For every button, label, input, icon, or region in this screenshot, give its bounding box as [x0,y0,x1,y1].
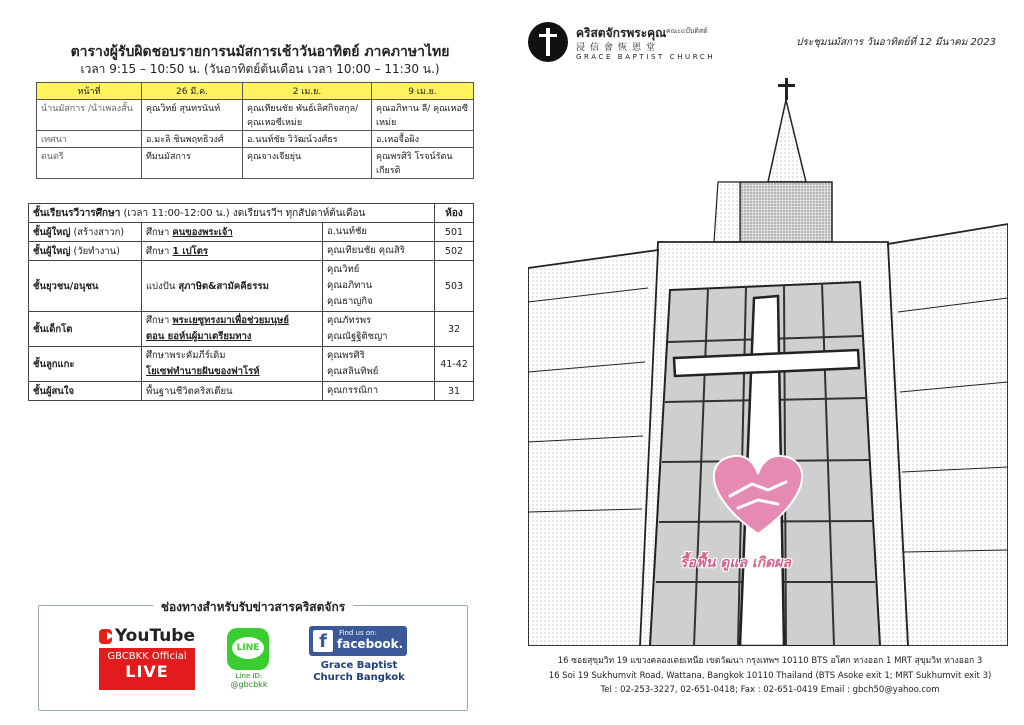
class-teacher: คุณสลินทิพย์ [327,366,379,377]
class-row [29,242,474,261]
line-id-label: Line ID: [235,672,263,680]
address-thai: 16 ซอยสุขุมวิท 19 แขวงคลองเตยเหนือ เขตวัฒนา กรุงเทพฯ 10110 BTS อโศก ทางออก 1 MRT สุขุมวิท ทางออก 3 [557,656,983,666]
address-block [530,654,1010,698]
class-group [29,223,142,242]
class-group [29,242,142,261]
facebook-page-line2: Church Bangkok [313,672,405,683]
class-topic-prefix: ศึกษา [146,245,173,257]
class-group-sub: (วัยทำงาน) [70,245,120,257]
roster-cell: คุณจางเจียยุ่น [243,148,372,179]
class-teacher: คุณอภิทาน [327,280,373,291]
facebook-icon: f [313,630,333,652]
class-teachers [323,312,435,347]
line-logo-text: LINE [232,637,264,659]
roster-cell: คุณอภิทาน ลี/ คุณเหอซีเหม่ย [372,100,474,131]
class-topic-prefix: พื้นฐานชีวิตคริสเตียน [146,385,233,397]
class-group [29,347,142,382]
roster-header: หน้าที่ [37,83,142,100]
facebook-page-line1: Grace Baptist [320,660,398,671]
class-header [29,204,435,223]
church-logo-cross-bar [539,34,557,37]
roster-cell: คุณวิทย์ สุนทรนันท์ [142,100,243,131]
class-group-name: ชั้นผู้ใหญ่ [33,245,71,257]
class-topic-title: พระเยซูทรงมาเพื่อช่วยมนุษย์ [172,315,289,326]
facebook-page-name [307,660,411,684]
class-topic-prefix: แบ่งปัน [146,280,179,292]
class-group-sub: (สร้างสาวก) [70,226,125,238]
roster-row [37,148,474,179]
youtube-logo [99,626,195,646]
church-logo-cross [546,28,550,56]
class-room: 502 [435,242,474,261]
news-channels-title-wrap [39,598,467,617]
class-header-time: (เวลา 11:00-12:00 น.) งดเรียนรวีฯ ทุกสัปดาห์ต้นเดือน [120,207,366,219]
class-room: 32 [435,312,474,347]
class-teachers [323,223,435,242]
roster-row [37,131,474,148]
class-teachers [323,347,435,382]
facebook-find-label: Find us on: [339,629,377,637]
roster-role: นำนมัสการ /นำเพลงสั้น [37,100,142,131]
class-topic-prefix: ศึกษา [146,226,173,238]
line-account-link[interactable] [219,628,279,690]
address-english: 16 Soi 19 Sukhumvit Road, Wattana, Bangkok 10110 Thailand (BTS Asoke exit 1; MRT Sukhumvit exit 3) [548,670,992,681]
class-group-name: ชั้นผู้ใหญ่ [33,226,71,238]
facebook-wordmark: facebook. [337,637,404,651]
class-header-row [29,204,474,223]
roster-cell: อ.เหอจื้อผิง [372,131,474,148]
church-name-english: GRACE BAPTIST CHURCH [576,53,716,61]
class-teacher: คุณภัทรพร [327,315,372,326]
roster-cell: อ.นนท์ชัย วิวัฒน์วงศ์ธร [243,131,372,148]
class-topic [142,347,323,382]
roster-cell: คุณเทียนชัย พันธ์เลิศกิจสกุล/ คุณเหอซีเหม่ย [243,100,372,131]
roster-cell: คุณพรศิริ โรจน์รัตนเกียรติ [372,148,474,179]
church-name-thai-sub: คณะแบ๊บติสต์ [666,27,708,35]
class-topic [142,261,323,312]
class-room: 31 [435,382,474,401]
youtube-live-label: LIVE [125,662,169,681]
class-teacher: คุณพรศิริ [327,350,365,361]
church-name-chinese: 浸信會恢恩堂 [576,43,661,53]
class-topic [142,242,323,261]
roster-cell: อ.มะลิ ชินพฤทธิวงศ์ [142,131,243,148]
class-topic-title: 1 เปโตร [172,245,208,257]
news-channels-title: ช่องทางสำหรับรับข่าวสารคริสตจักร [153,600,353,614]
roster-header: 2 เม.ย. [243,83,372,100]
theme-caption: รื้อฟื้น ดูแล เกิดผล [680,555,791,571]
class-row [29,261,474,312]
youtube-wordmark: YouTube [114,626,195,646]
class-room: 41-42 [435,347,474,382]
class-topic-title: สุภาษิต&สามัคคีธรรม [178,280,269,292]
youtube-channel-link[interactable] [99,626,195,690]
class-room: 503 [435,261,474,312]
class-teacher: คุณณัฐฐิติชญา [327,331,388,342]
class-topic-prefix: ศึกษา [146,315,173,326]
roster-cell: ทีมนมัสการ [142,148,243,179]
class-teachers [323,261,435,312]
youtube-icon [99,629,112,644]
roster-row [37,100,474,131]
roster-header: 9 เม.ย. [372,83,474,100]
class-topic [142,312,323,347]
class-row [29,382,474,401]
class-teacher: คุณวิทย์ [327,264,360,275]
class-header-room: ห้อง [435,204,474,223]
youtube-live-banner [99,648,195,690]
class-topic [142,382,323,401]
class-topic [142,223,323,242]
class-topic-subtitle: โยเซฟทำนายฝันของฟาโรห์ [146,366,260,377]
facebook-page-link[interactable] [307,626,411,692]
roster-table [36,82,474,179]
roster-role: เทศนา [37,131,142,148]
line-handle: @gbcbkk [230,680,268,689]
class-group [29,261,142,312]
class-group [29,312,142,347]
class-teachers [323,242,435,261]
class-topic-title: คนของพระเจ้า [172,226,233,238]
class-row [29,312,474,347]
service-date: ประชุมนมัสการ วันอาทิตย์ที่ 12 มีนาคม 2023 [796,37,996,48]
class-topic-prefix: ศึกษาพระคัมภีร์เดิม [146,350,226,361]
class-topic-subtitle: ตอน ยอห์นผู้มาเตรียมทาง [146,331,252,342]
line-icon [227,628,269,670]
class-group [29,382,142,401]
roster-subtitle: เวลา 9:15 – 10:50 น. (วันอาทิตย์ต้นเดือน เวลา 10:00 – 11:30 น.) [80,62,440,76]
class-group-name: ชั้นลูกแกะ [33,358,75,370]
roster-role: ดนตรี [37,148,142,179]
youtube-channel-name: GBCBKK Official [107,651,187,662]
class-row [29,223,474,242]
class-teacher: คุณธาญกิจ [327,296,373,307]
class-header-label: ชั้นเรียนรวีวารศึกษา [33,207,121,219]
class-group-name: ชั้นยุวชน/อนุชน [33,280,99,292]
facebook-badge [309,626,407,656]
class-row [29,347,474,382]
class-group-name: ชั้นเด็กโต [33,323,73,335]
roster-title: ตารางผู้รับผิดชอบรายการนมัสการเช้าวันอาทิตย์ ภาคภาษาไทย [70,44,450,60]
contact-line: Tel : 02-253-3227, 02-651-0418; Fax : 02-651-0419 Email : gbch50@yahoo.com [600,685,940,695]
class-teacher: คุณกรรณิกา [327,385,379,396]
class-teachers [323,382,435,401]
roster-header-row [37,83,474,100]
news-channels-box [38,600,468,711]
church-name-thai: คริสตจักรพระคุณ [576,26,667,40]
class-teacher: อ.นนท์ชัย [327,226,367,237]
roster-header: 26 มี.ค. [142,83,243,100]
class-table [28,203,474,401]
class-room: 501 [435,223,474,242]
class-group-name: ชั้นผู้สนใจ [33,385,75,397]
steeple [714,78,832,242]
class-teacher: คุณเทียนชัย คุณสิริ [327,245,405,256]
